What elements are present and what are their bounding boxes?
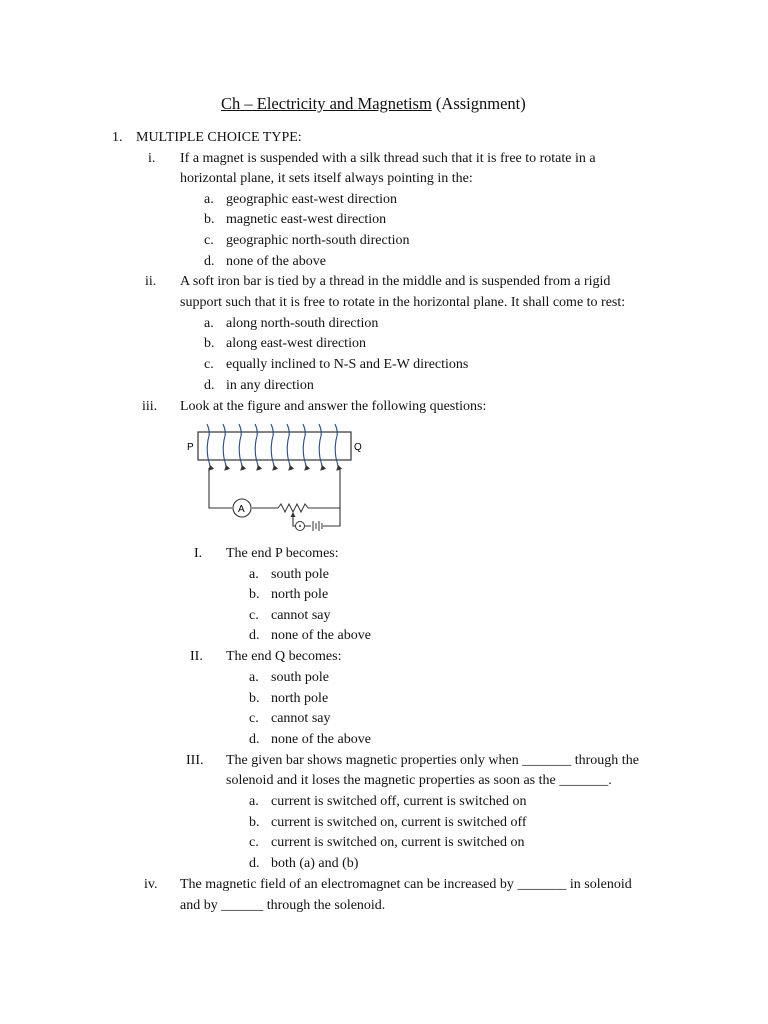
q3-line-1: Look at the figure and answer the following questions: (180, 399, 487, 414)
title-main: Ch – Electricity and Magnetism (221, 94, 432, 113)
section-number: 1. (112, 130, 123, 145)
q3-sub1-number: I. (194, 546, 203, 561)
q2-option-a-letter: a. (204, 316, 214, 331)
q3-sub1-option-a: south pole (271, 567, 329, 582)
q3-sub3-option-d: both (a) and (b) (271, 856, 359, 871)
q4-line-2: and by ______ through the solenoid. (180, 898, 386, 913)
q1-line-2: horizontal plane, it sets itself always pointing in the: (180, 171, 473, 186)
ammeter-label: A (238, 504, 245, 515)
q2-option-c: equally inclined to N-S and E-W directions (226, 357, 469, 372)
q3-sub3-option-d-letter: d. (249, 856, 260, 871)
q3-sub1-option-c-letter: c. (249, 608, 259, 623)
solenoid-circuit-figure (180, 420, 370, 540)
q3-sub3-option-b: current is switched on, current is switched off (271, 815, 527, 830)
q1-number: i. (148, 151, 156, 166)
q2-line-1: A soft iron bar is tied by a thread in the middle and is suspended from a rigid (180, 274, 611, 289)
q3-sub2-number: II. (190, 649, 203, 664)
q1-option-c-letter: c. (204, 233, 214, 248)
q3-sub3-option-b-letter: b. (249, 815, 260, 830)
q3-sub2-text: The end Q becomes: (226, 649, 342, 664)
label-q: Q (354, 442, 362, 453)
q1-option-c: geographic north-south direction (226, 233, 410, 248)
q2-option-d: in any direction (226, 378, 314, 393)
circuit-wires (209, 468, 340, 526)
title-suffix: (Assignment) (431, 94, 526, 113)
solenoid-coil (207, 424, 338, 470)
iron-bar (198, 432, 351, 460)
q3-sub2-option-b: north pole (271, 691, 329, 706)
q1-option-d-letter: d. (204, 254, 215, 269)
q1-option-a: geographic east-west direction (226, 192, 398, 207)
q1-option-b-letter: b. (204, 212, 215, 227)
q3-sub3-option-a: current is switched off, current is switched on (271, 794, 527, 809)
q3-sub1-option-b-letter: b. (249, 587, 260, 602)
q3-sub2-option-d-letter: d. (249, 732, 260, 747)
q4-line-1: The magnetic field of an electromagnet can be increased by _______ in solenoid (180, 877, 632, 892)
q3-sub2-option-a: south pole (271, 670, 329, 685)
q1-line-1: If a magnet is suspended with a silk thread such that it is free to rotate in a (180, 151, 596, 166)
q3-sub3-line-2: solenoid and it loses the magnetic properties as soon as the _______. (226, 773, 612, 788)
q3-sub3-option-a-letter: a. (249, 794, 259, 809)
q3-sub3-number: III. (186, 753, 204, 768)
q3-sub2-option-c: cannot say (271, 711, 331, 726)
q3-sub1-option-d: none of the above (271, 628, 371, 643)
q3-sub2-option-a-letter: a. (249, 670, 259, 685)
q3-sub2-option-c-letter: c. (249, 711, 259, 726)
q2-number: ii. (145, 274, 157, 289)
q1-option-d: none of the above (226, 254, 326, 269)
q3-sub1-option-b: north pole (271, 587, 329, 602)
q3-number: iii. (142, 399, 158, 414)
q2-option-d-letter: d. (204, 378, 215, 393)
q1-option-b: magnetic east-west direction (226, 212, 387, 227)
q3-sub1-option-c: cannot say (271, 608, 331, 623)
rheostat-icon (278, 504, 308, 512)
q2-option-b-letter: b. (204, 336, 215, 351)
page-title (221, 94, 526, 114)
q3-sub3-line-1: The given bar shows magnetic properties only when _______ through the (226, 753, 639, 768)
label-p: P (187, 442, 194, 453)
q3-sub2-option-b-letter: b. (249, 691, 260, 706)
q2-option-c-letter: c. (204, 357, 214, 372)
section-label: MULTIPLE CHOICE TYPE: (136, 130, 302, 145)
q3-sub1-text: The end P becomes: (226, 546, 339, 561)
q3-sub2-option-d: none of the above (271, 732, 371, 747)
q3-sub1-option-d-letter: d. (249, 628, 260, 643)
q4-number: iv. (144, 877, 158, 892)
battery-icon (311, 521, 323, 531)
q2-option-b: along east-west direction (226, 336, 366, 351)
q2-line-2: support such that it is free to rotate in the horizontal plane. It shall come to rest: (180, 295, 626, 310)
q1-option-a-letter: a. (204, 192, 214, 207)
q3-sub3-option-c-letter: c. (249, 835, 259, 850)
q3-sub3-option-c: current is switched on, current is switched on (271, 835, 525, 850)
q3-sub1-option-a-letter: a. (249, 567, 259, 582)
q2-option-a: along north-south direction (226, 316, 379, 331)
